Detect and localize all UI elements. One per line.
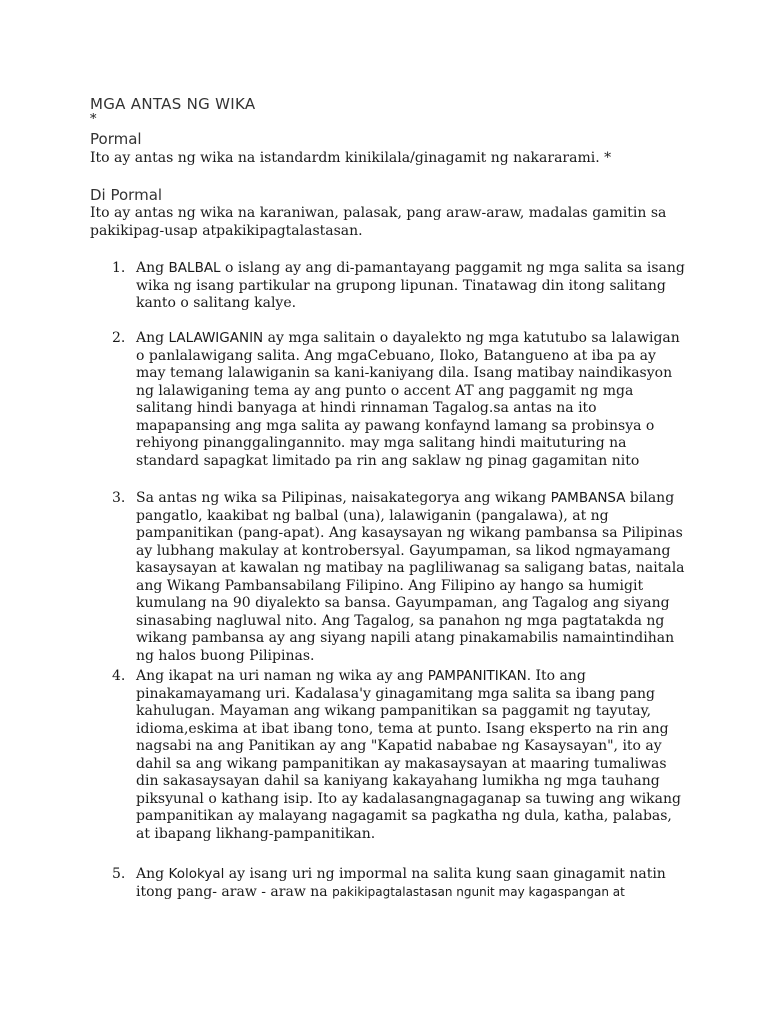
- list-item-body: [136, 668, 688, 843]
- list-item-body: [136, 866, 688, 901]
- list-item-body: [136, 260, 688, 313]
- item-lead-text: Ang: [136, 866, 169, 882]
- heading-pormal: Pormal: [90, 130, 142, 148]
- list-number: 5.: [112, 866, 126, 882]
- item-term: PAMPANITIKAN.: [427, 668, 532, 684]
- item-text: bilang pangatlo, kaakibat ng balbal (una), lalawiganin (pangalawa), at ng pampanitikan (pang-apat). Ang kasaysayan ng wikang pambansa sa Pilipinas ay lubhang makulay at kontrobersyal. Gayumpaman, sa likod ngmayamang kasaysayan at kawalan ng matibay na pagliliwanag sa saligang batas, naitala ang Wikang Pambansabilang Filipino. Ang Filipino ay hango sa humigit kumulang na 90 diyalekto sa bansa. Gayumpaman, ang Tagalog ang siyang sinasabing nagluwal nito. Ang Tagalog, sa panahon ng mga pagtatakda ng wikang pambansa ay ang siyang napili atang pinakamabilis namaintindihan ng halos buong Pilipinas.: [136, 490, 685, 664]
- list-item-lalawiganin: [112, 330, 688, 470]
- list-number: 2.: [112, 330, 126, 346]
- item-lead-text: Ang ikapat na uri naman ng wika ay ang: [136, 668, 428, 684]
- item-lead-text: Ang: [136, 260, 169, 276]
- title-asterisk: *: [90, 112, 97, 127]
- list-number: 3.: [112, 490, 126, 506]
- paragraph-pormal: Ito ay antas ng wika na istandardm kinikilala/ginagamit ng nakararami. *: [90, 150, 612, 166]
- paragraph-di-pormal: Ito ay antas ng wika na karaniwan, palasak, pang araw-araw, madalas gamitin sa pakikipag-usap atpakikipagtalastasan.: [90, 205, 667, 239]
- item-text: o islang ay ang di-pamantayang paggamit ng mga salita sa isang wika ng isang partikular na grupong lipunan. Tinatawag din itong salitang kanto o salitang kalye.: [136, 260, 685, 311]
- item-text: ay isang uri ng impormal na salita kung saan ginagamit natin itong pang- araw - araw na: [136, 866, 666, 900]
- heading-di-pormal: Di Pormal: [90, 186, 163, 204]
- list-item-pambansa: [112, 490, 688, 665]
- item-text: Ito ang pinakamayamang uri. Kadalasa'y ginagamitang mga salita sa ibang pang kahulugan. Mayaman ang wikang pampanitikan sa paggamit ng tayutay, idioma,eskima at ibat ibang tono, tema at punto. Isang eksperto na rin ang nagsabi na ang Panitikan ay ang "Kapatid nababae ng Kasaysayan", ito ay dahil sa ang wikang pampanitikan ay makasaysayan at maaring tumaliwas din sakasaysayan dahil sa kaniyang kakayahang lumikha ng mga tauhang piksyunal o kathang isip. Ito ay kadalasangnagaganap sa tuwing ang wikang pampanitikan ay malayang nagagamit sa pagkatha ng dula, katha, palabas, at ibapang likhang-pampanitikan.: [136, 668, 681, 842]
- list-item-body: [136, 330, 688, 470]
- item-text: ay mga salitain o dayalekto ng mga katutubo sa lalawigan o panlalawigang salita. Ang mgaCebuano, Iloko, Batangueno at iba pa ay may temang lalawiganin sa kani-kaniyang dila. Isang matibay naindikasyon ng lalawiganing tema ay ang punto o accent AT ang paggamit ng mga salitang hindi banyaga at hindi rinnaman Tagalog.sa antas na ito mapapansing ang mga salita ay pawang konfaynd lamang sa probinsya o rehiyong pinanggalingannito. may mga salitang hindi maituturing na standard sapagkat limitado pa rin ang saklaw ng pinag gagamitan nito: [136, 330, 680, 469]
- document-title: MGA ANTAS NG WIKA: [90, 95, 256, 113]
- list-item-body: [136, 490, 688, 665]
- item-lead-text: Sa antas ng wika sa Pilipinas, naisakategorya ang wikang: [136, 490, 551, 506]
- list-item-kolokyal: [112, 866, 688, 901]
- item-text-continued: pakikipagtalastasan ngunit may kagaspangan at: [332, 884, 625, 899]
- list-item-pampanitikan: [112, 668, 688, 843]
- list-number: 4.: [112, 668, 126, 684]
- item-term: LALAWIGANIN: [168, 330, 264, 346]
- list-item-balbal: [112, 260, 688, 313]
- item-lead-text: Ang: [136, 330, 169, 346]
- list-number: 1.: [112, 260, 126, 276]
- item-term: Kolokyal: [168, 866, 225, 882]
- item-term: BALBAL: [168, 260, 221, 276]
- item-term: PAMBANSA: [550, 490, 626, 506]
